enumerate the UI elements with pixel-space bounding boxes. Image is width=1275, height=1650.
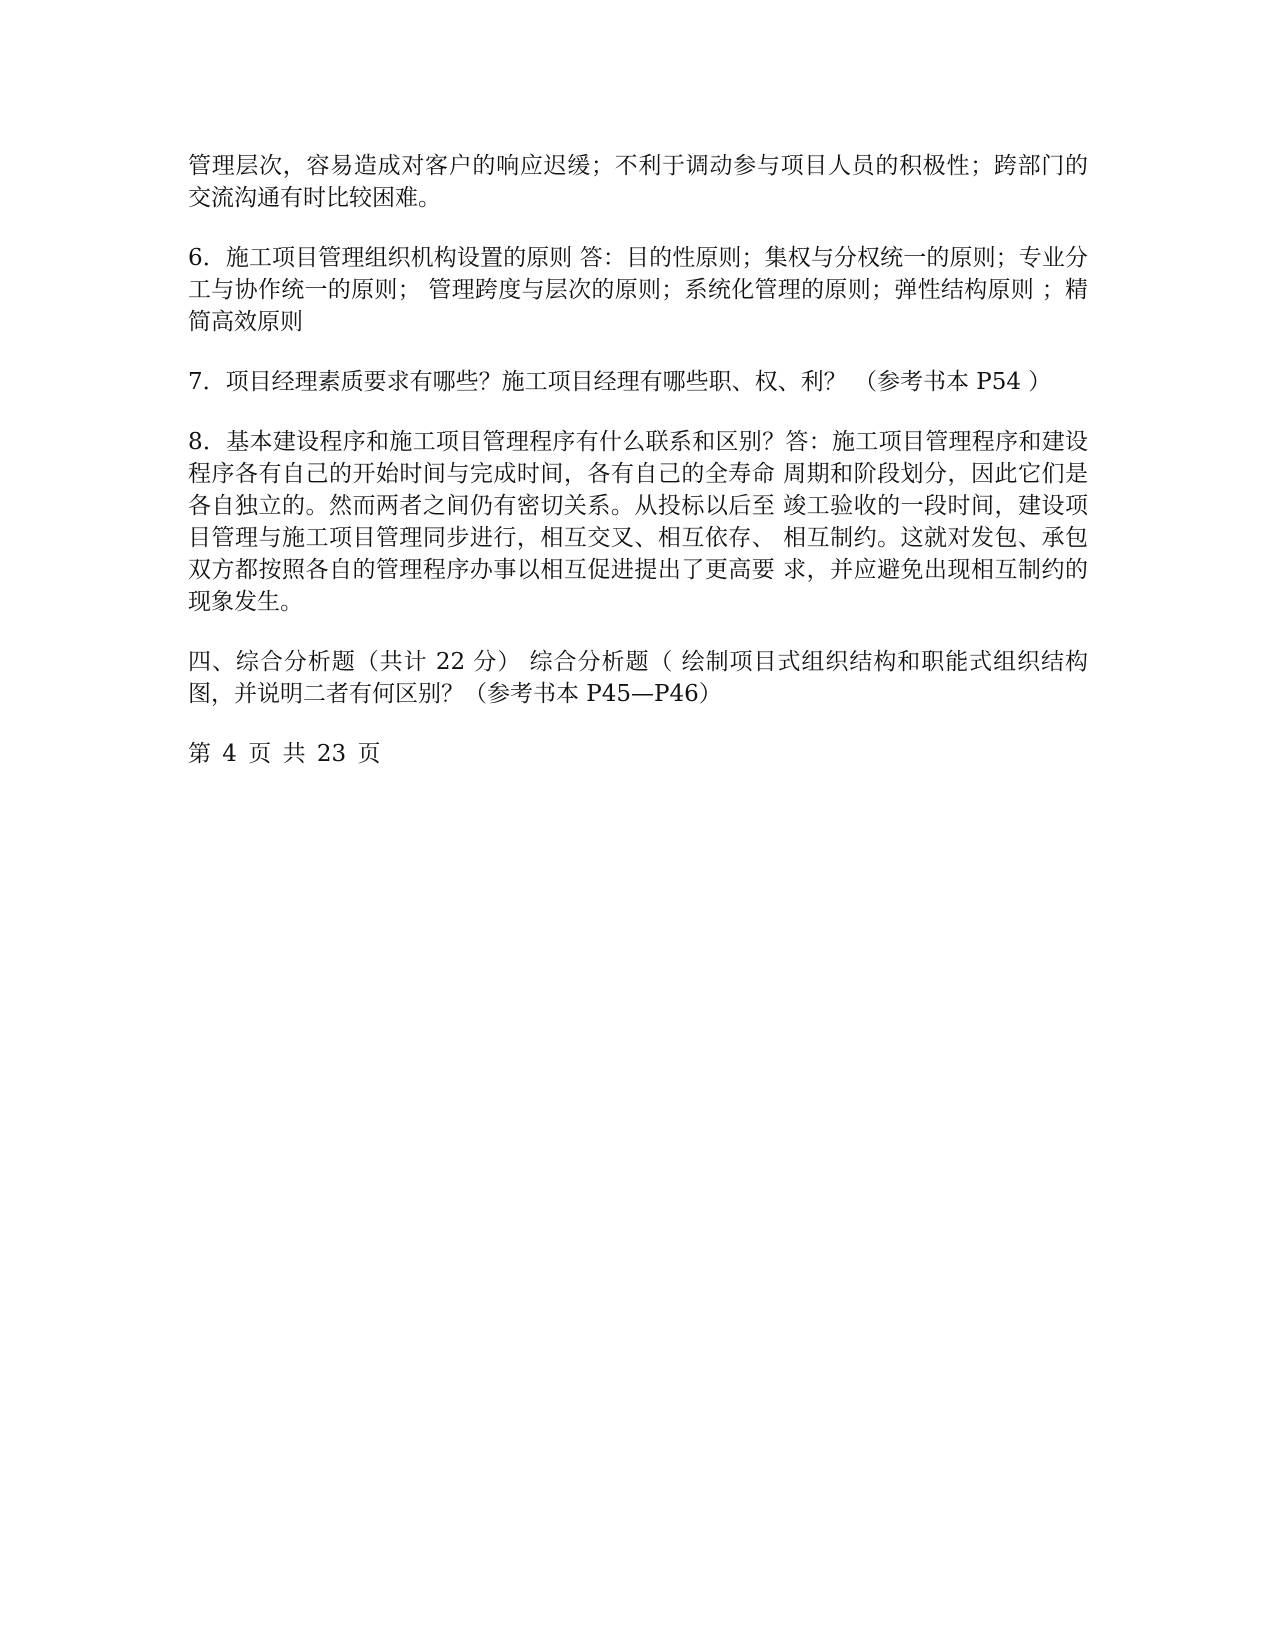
- paragraph-question-8: 8．基本建设程序和施工项目管理程序有什么联系和区别？答：施工项目管理程序和建设程序各有自己的开始时间与完成时间，各有自己的全寿命 周期和阶段划分，因此它们是各自独立的。然而两者之间仍有密切关系。从投标以后至 竣工验收的一段时间，建设项目管理与施工项目管理同步进行，相互交叉、相互依存、 相互制约。这就对发包、承包双方都按照各自的管理程序办事以相互促进提出了更高要 求，并应避免出现相互制约的现象发生。: [188, 429, 1088, 615]
- paragraph-question-6: 6．施工项目管理组织机构设置的原则 答：目的性原则；集权与分权统一的原则；专业分工与协作统一的原则； 管理跨度与层次的原则；系统化管理的原则；弹性结构原则 ；精简高效原则: [188, 245, 1088, 335]
- paragraph-section-4: 四、综合分析题（共计 22 分） 综合分析题（ 绘制项目式组织结构和职能式组织结构图，并说明二者有何区别？（参考书本 P45—P46）: [188, 649, 1088, 707]
- paragraph-question-7: 7．项目经理素质要求有哪些？施工项目经理有哪些职、权、利？ （参考书本 P54 ）: [188, 369, 1052, 395]
- paragraph-org-structure-drawbacks: 管理层次，容易造成对客户的响应迟缓；不利于调动参与项目人员的积极性；跨部门的 交流沟通有时比较困难。: [188, 153, 1088, 211]
- document-body: [188, 150, 1088, 770]
- page-number: 第 4 页 共 23 页: [188, 741, 381, 767]
